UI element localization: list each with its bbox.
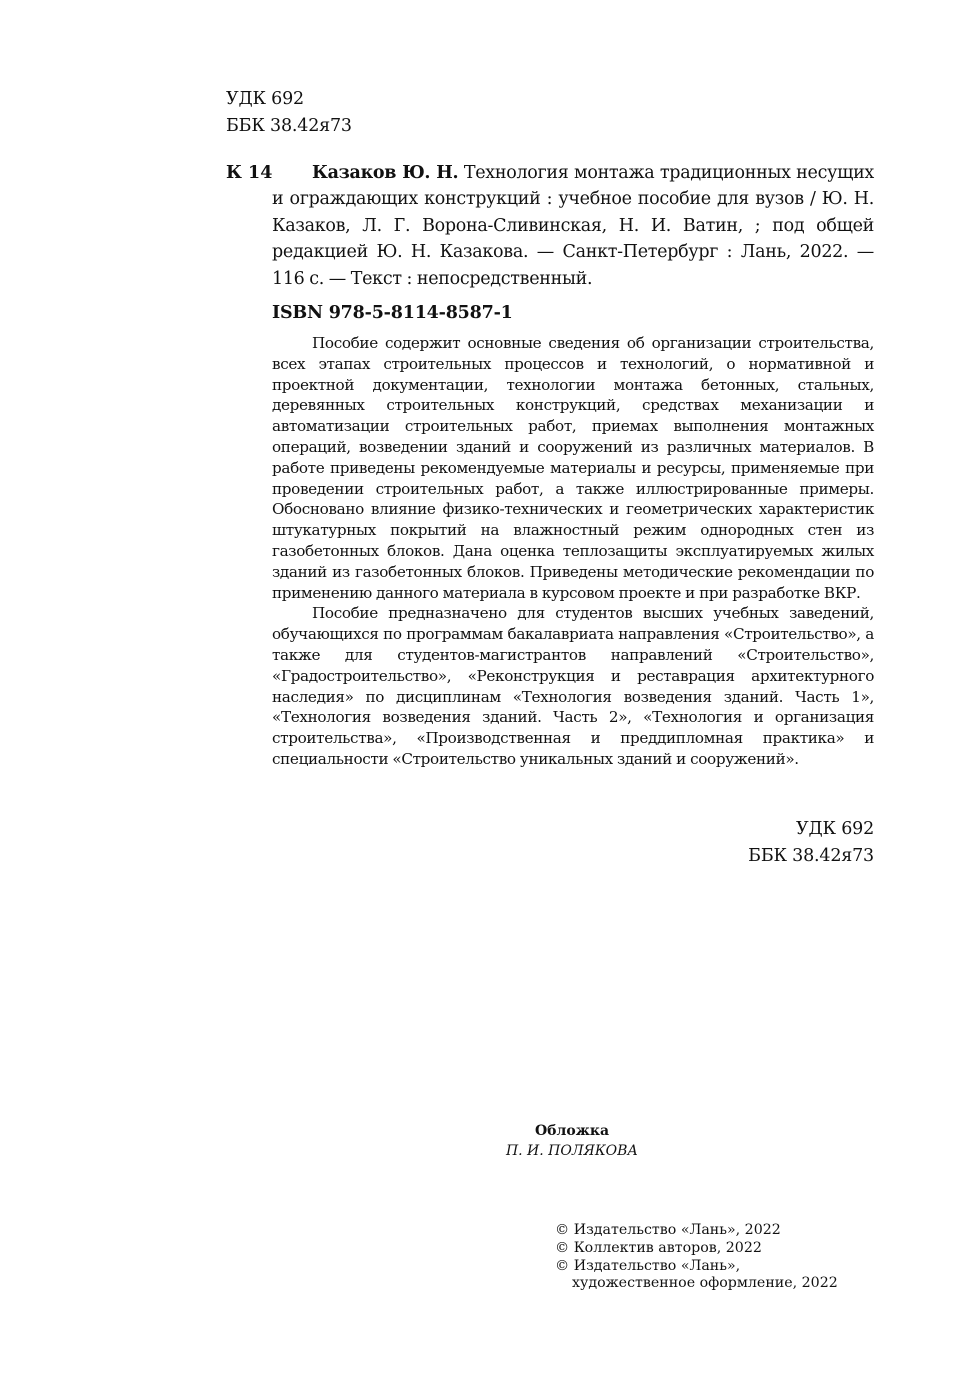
bbk-code: ББК 38.42я73 (748, 846, 874, 866)
classification-bottom (748, 816, 874, 870)
cover-credit (450, 1121, 694, 1161)
copyright-line: художественное оформление, 2022 (572, 1275, 838, 1292)
udk-code: УДК 692 (226, 89, 304, 109)
bibliographic-description (272, 160, 874, 292)
cover-designer: П. И. ПОЛЯКОВА (505, 1143, 639, 1159)
copyright-line: © Коллектив авторов, 2022 (555, 1239, 762, 1256)
author-mark: К 14 (226, 163, 273, 183)
copyright-line: © Издательство «Лань», (555, 1257, 741, 1274)
isbn: ISBN 978-5-8114-8587-1 (272, 303, 513, 323)
annotation-paragraph: Пособие содержит основные сведения об организации строительства, всех этапах строительных процессов и технологий, о нормативной и проектной документации, технологии монтажа бетонных, стальных, деревянных строительных конструкций, средствах механизации и автоматизации строительных работ, приемах выполнения монтажных операций, возведении зданий и сооружений из различных материалов. В работе приведены рекомендуемые материалы и ресурсы, применяемые при проведении строительных работ, а также иллюстрированные примеры. Обосновано влияние физико-технических и геометрических характеристик штукатурных покрытий на влажностный режим однородных стен из газобетонных блоков. Дана оценка теплозащиты эксплуатируемых жилых зданий из газобетонных блоков. Приведены методические рекомендации по применению данного материала в курсовом проекте и при разработке ВКР. (272, 334, 874, 602)
author-name: Казаков Ю. Н. (312, 163, 459, 183)
copyright-line: © Издательство «Лань», 2022 (555, 1222, 781, 1238)
udk-code: УДК 692 (796, 819, 874, 839)
annotation (272, 333, 874, 770)
classification-top (226, 86, 352, 140)
cover-label: Обложка (534, 1123, 610, 1139)
copyright-block (555, 1222, 838, 1293)
annotation-paragraph: Пособие предназначено для студентов высших учебных заведений, обучающихся по программам бакалавриата направления «Строительство», а также для студентов-магистрантов направлений «Строительство», «Градостроительство», «Реконструкция и реставрация архитектурного наследия» по дисциплинам «Технология возведения зданий. Часть 1», «Технология возведения зданий. Часть 2», «Технология и организация строительства», «Производственная и преддипломная практика» и специальности «Строительство уникальных зданий и сооружений». (272, 604, 874, 768)
bbk-code: ББК 38.42я73 (226, 116, 352, 136)
bibliographic-text: Технология монтажа традиционных несущих и ограждающих конструкций : учебное пособие для вузов / Ю. Н. Казаков, Л. Г. Ворона-Сливинская, Н. И. Ватин, ; под общей редакцией Ю. Н. Казакова. — Санкт-Петербург : Лань, 2022. — 116 с. — Текст : непосредственный. (272, 163, 875, 289)
